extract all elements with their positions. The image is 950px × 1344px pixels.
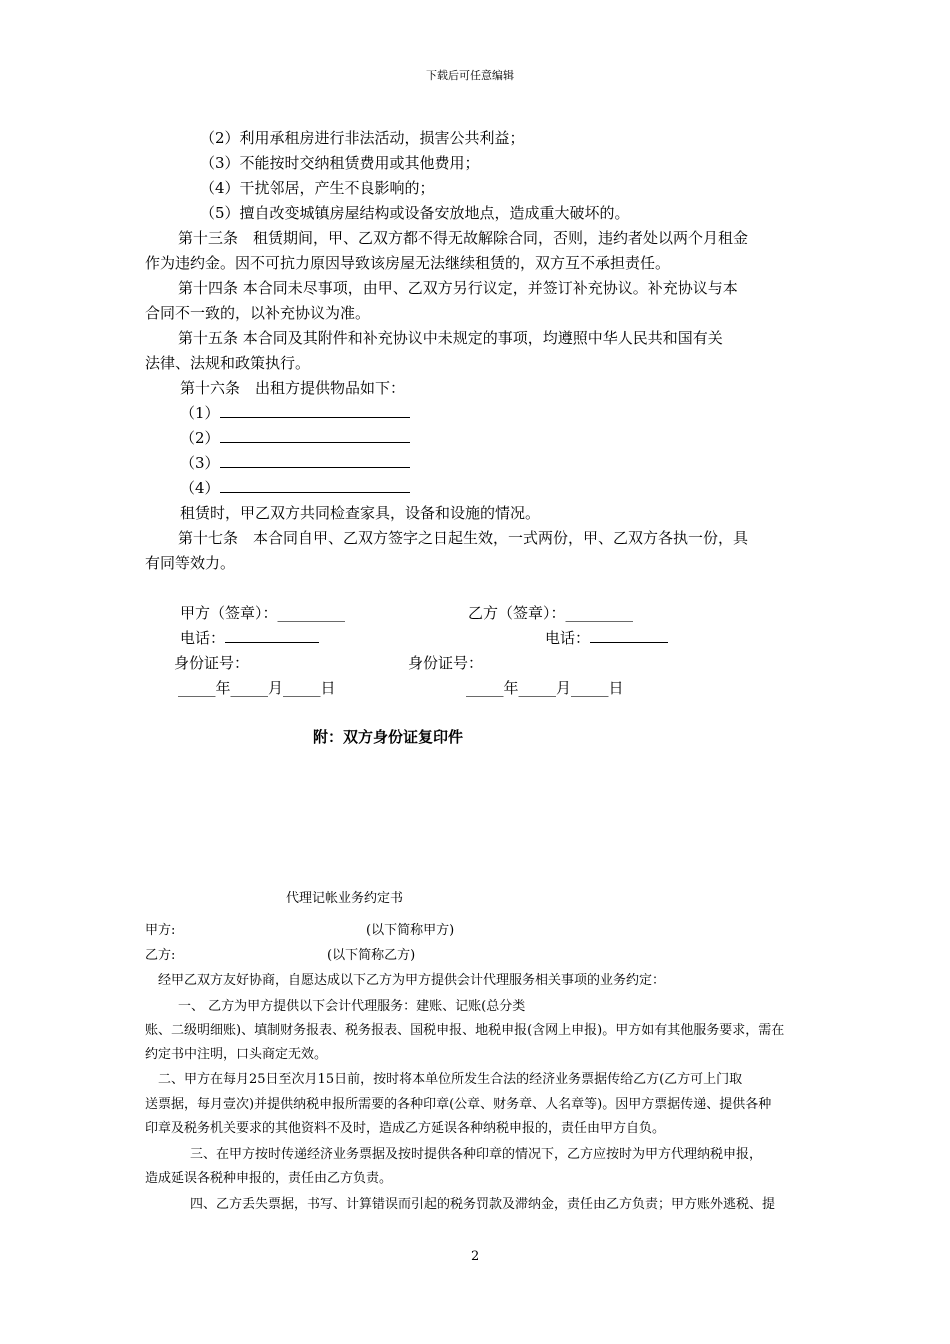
party-b-id: 身份证号： — [408, 654, 484, 672]
goods-blank — [220, 478, 410, 493]
phone-label: 电话： — [180, 629, 226, 647]
goods-item — [180, 452, 410, 473]
party-b-phone — [545, 627, 668, 648]
party-a-id: 身份证号： — [174, 654, 250, 672]
clause-item: （3）不能按时交纳租赁费用或其他费用； — [200, 154, 480, 172]
clause-2-line2: 送票据，每月壹次)并提供纳税申报所需要的各种印章(公章、财务章、人名章等)。因甲方票据传递、提供各种 — [145, 1097, 772, 1112]
goods-item — [180, 427, 410, 448]
goods-blank — [220, 403, 410, 418]
article-17-line1: 第十七条 本合同自甲、乙双方签字之日起生效，一式两份，甲、乙双方各执一份，具 — [178, 529, 749, 547]
phone-blank — [225, 628, 319, 643]
clause-2-line3: 印章及税务机关要求的其他资料不及时，造成乙方延误各种纳税申报的，责任由甲方自负。 — [145, 1121, 666, 1136]
clause-1-line1: 一、 乙方为甲方提供以下会计代理服务：建账、记账(总分类 — [178, 999, 526, 1014]
party-b-label: 乙方: — [145, 948, 176, 963]
party-b-signature: 乙方（签章）：_________ — [468, 604, 634, 622]
clause-item: （2）利用承租房进行非法活动，损害公共利益； — [200, 129, 525, 147]
agreement-intro: 经甲乙双方友好协商，自愿达成以下乙方为甲方提供会计代理服务相关事项的业务约定： — [158, 973, 666, 988]
phone-label: 电话： — [545, 629, 591, 647]
goods-item-label: （1） — [180, 404, 220, 422]
party-b-note: (以下简称乙方) — [327, 948, 416, 963]
article-15-line2: 法律、法规和政策执行。 — [145, 354, 311, 372]
clause-1-line2: 账、二级明细账)、填制财务报表、税务报表、国税申报、地税申报(含网上申报)。甲方如有其他服务要求，需在 — [145, 1023, 785, 1038]
clause-item: （4）干扰邻居，产生不良影响的； — [200, 179, 435, 197]
goods-item-label: （2） — [180, 429, 220, 447]
inspection-note: 租赁时，甲乙双方共同检查家具，设备和设施的情况。 — [180, 504, 541, 522]
goods-item-label: （3） — [180, 454, 220, 472]
article-14-line1: 第十四条 本合同未尽事项，由甲、乙双方另行议定，并签订补充协议。补充协议与本 — [178, 279, 738, 297]
attachment-note: 附：双方身份证复印件 — [313, 728, 464, 746]
goods-item-label: （4） — [180, 479, 220, 497]
goods-item — [180, 477, 410, 498]
agreement-title: 代理记帐业务约定书 — [286, 891, 404, 906]
article-13-line2: 作为违约金。因不可抗力原因导致该房屋无法继续租赁的，双方互不承担责任。 — [145, 254, 671, 272]
goods-item — [180, 402, 410, 423]
party-b-date: _____年_____月_____日 — [466, 679, 624, 697]
goods-blank — [220, 453, 410, 468]
clause-3-line1: 三、在甲方按时传递经济业务票据及按时提供各种印章的情况下，乙方应按时为甲方代理纳税申报， — [190, 1147, 763, 1162]
page-header: 下载后可任意编辑 — [426, 69, 514, 82]
party-a-label: 甲方: — [145, 923, 176, 938]
page-number: 2 — [471, 1249, 480, 1264]
article-14-line2: 合同不一致的，以补充协议为准。 — [145, 304, 371, 322]
article-15-line1: 第十五条 本合同及其附件和补充协议中未规定的事项，均遵照中华人民共和国有关 — [178, 329, 723, 347]
article-17-line2: 有同等效力。 — [145, 554, 236, 572]
goods-blank — [220, 428, 410, 443]
article-16: 第十六条 出租方提供物品如下： — [180, 379, 406, 397]
party-a-signature: 甲方（签章）：_________ — [180, 604, 346, 622]
party-a-date: _____年_____月_____日 — [178, 679, 336, 697]
party-a-note: (以下简称甲方) — [366, 923, 455, 938]
clause-item: （5）擅自改变城镇房屋结构或设备安放地点，造成重大破坏的。 — [200, 204, 630, 222]
clause-1-line3: 约定书中注明，口头商定无效。 — [145, 1047, 328, 1062]
article-13-line1: 第十三条 租赁期间，甲、乙双方都不得无故解除合同，否则，违约者处以两个月租金 — [178, 229, 749, 247]
phone-blank — [590, 628, 668, 643]
clause-2-line1: 二、甲方在每月25日至次月15日前，按时将本单位所发生合法的经济业务票据传给乙方(乙方可上门取 — [158, 1072, 743, 1087]
party-a-phone — [180, 627, 319, 648]
clause-3-line2: 造成延误各税种申报的，责任由乙方负责。 — [145, 1171, 393, 1186]
clause-4-line1: 四、乙方丢失票据，书写、计算错误而引起的税务罚款及滞纳金，责任由乙方负责；甲方账外逃税、提 — [190, 1197, 776, 1212]
